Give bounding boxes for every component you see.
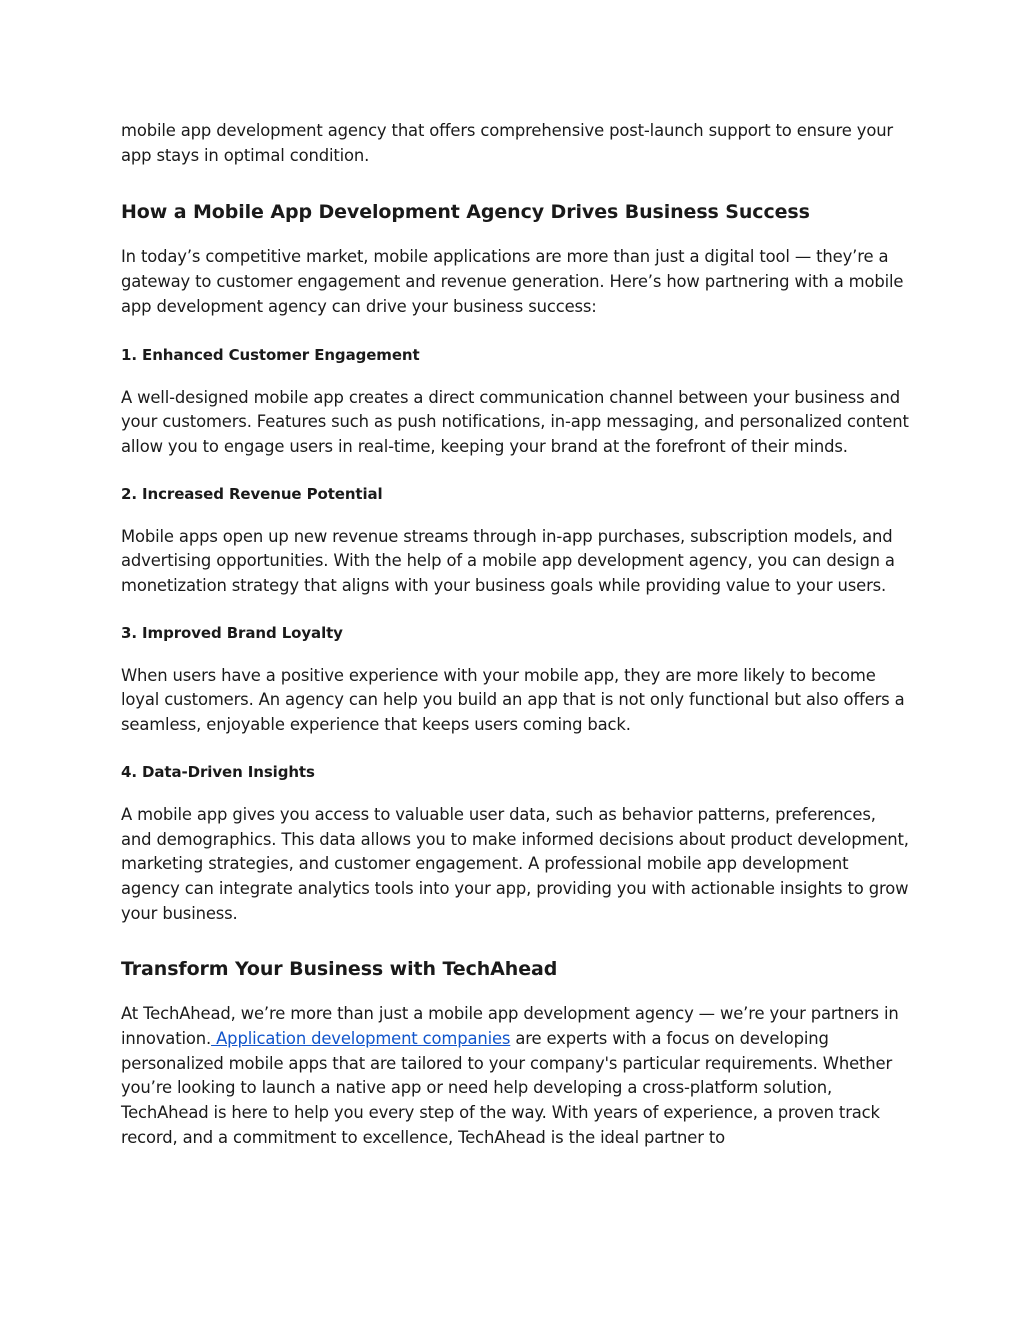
paragraph-brand-loyalty: When users have a positive experience with your mobile app, they are more likely to become loyal customers. An agency can help you build an app that is not only functional but also offers a seamless, enjoyable experience that keeps users coming back. [121,665,905,735]
subheading-brand-loyalty: 3. Improved Brand Loyalty [121,623,343,642]
paragraph-data-insights: A mobile app gives you access to valuable user data, such as behavior patterns, preferences, and demographics. This data allows you to make informed decisions about product development, marketing strategies, and customer engagement. A professional mobile app development agency can integrate analytics tools into your app, providing you with actionable insights to grow your business. [121,804,909,923]
section-heading-success: How a Mobile App Development Agency Drives Business Success [121,201,810,224]
application-development-companies-link[interactable]: Application development companies [211,1029,511,1049]
section-intro-paragraph: In today’s competitive market, mobile applications are more than just a digital tool — they’re a gateway to customer engagement and revenue generation. Here’s how partnering with a mobile app development agency can drive your business success: [121,247,904,316]
intro-paragraph: mobile app development agency that offers comprehensive post-launch support to ensure your app stays in optimal condition. [121,121,894,165]
transform-text-before-link: At TechAhead, we’re more than just a mobile app development agency — we’re your partners in innovation. [121,1004,899,1049]
transform-text-after-link: are experts with a focus on developing personalized mobile apps that are tailored to your company's particular requirements. Whether you’re looking to launch a native app or need help developing a cross-platform solution, TechAhead is here to help you every step of the way. With years of experience, a proven track record, and a commitment to excellence, TechAhead is the ideal partner to [121,1029,893,1147]
subheading-data-insights: 4. Data-Driven Insights [121,762,315,781]
paragraph-transform [121,1002,911,1150]
paragraph-customer-engagement: A well-designed mobile app creates a direct communication channel between your business and your customers. Features such as push notifications, in-app messaging, and personalized content allow you to engage users in real-time, keeping your brand at the forefront of their minds. [121,387,909,456]
paragraph-revenue-potential: Mobile apps open up new revenue streams through in-app purchases, subscription models, and advertising opportunities. With the help of a mobile app development agency, you can design a monetization strategy that aligns with your business goals while providing value to your users. [121,526,895,596]
subheading-revenue-potential: 2. Increased Revenue Potential [121,484,383,503]
subheading-customer-engagement: 1. Enhanced Customer Engagement [121,345,420,364]
section-heading-transform: Transform Your Business with TechAhead [121,958,558,981]
document-page [121,119,911,1151]
